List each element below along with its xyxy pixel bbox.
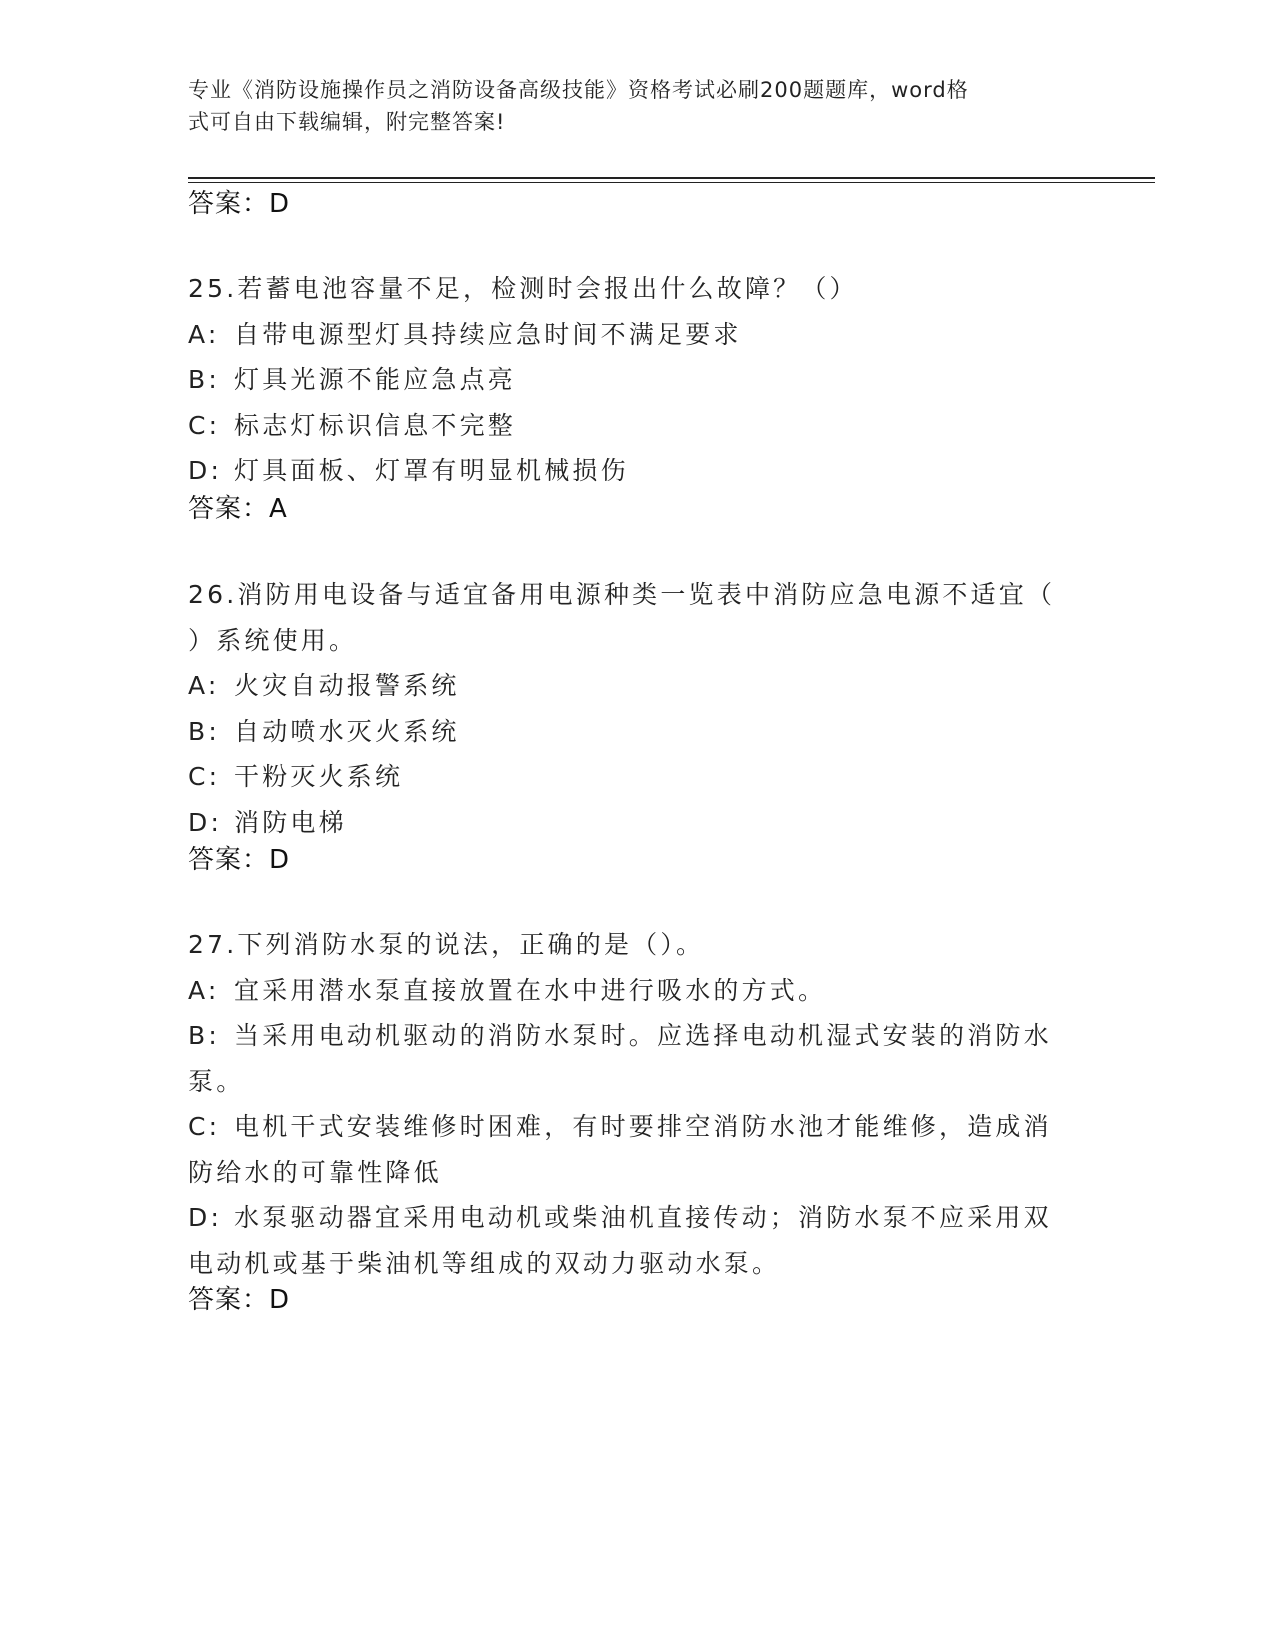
option-text: 宜采用潜水泵直接放置在水中进行吸水的方式。 <box>234 975 827 1005</box>
option-b <box>188 709 1078 755</box>
option-letter: A: <box>188 975 220 1005</box>
option-c <box>188 754 1078 800</box>
option-letter: B: <box>188 716 220 746</box>
option-d <box>188 448 1078 494</box>
question-stem-line-1: 26.消防用电设备与适宜备用电源种类一览表中消防应急电源不适宜（ <box>188 580 1056 609</box>
option-a <box>188 663 1078 709</box>
option-text: 灯具面板、灯罩有明显机械损伤 <box>234 456 629 485</box>
option-a <box>188 968 1078 1014</box>
option-b <box>188 357 1078 403</box>
question-stem-line-2: ）系统使用。 <box>188 625 358 655</box>
option-letter: A: <box>188 319 220 349</box>
option-letter: D: <box>188 1203 223 1232</box>
option-a <box>188 312 1078 358</box>
answer-prev: 答案：D <box>188 189 291 219</box>
option-letter: A: <box>188 671 220 700</box>
option-d <box>188 1195 1078 1286</box>
option-text: 干粉灭火系统 <box>234 762 404 791</box>
option-text-line-1: 电机干式安装维修时困难，有时要排空消防水池才能维修，造成消 <box>234 1112 1052 1141</box>
answer-27: 答案：D <box>188 1285 291 1315</box>
question-26 <box>188 572 1078 845</box>
option-text: 标志灯标识信息不完整 <box>234 410 517 440</box>
option-text: 自动喷水灭火系统 <box>234 716 460 746</box>
option-text: 灯具光源不能应急点亮 <box>234 365 517 394</box>
option-text: 火灾自动报警系统 <box>234 671 460 700</box>
header-divider-thick <box>188 177 1155 179</box>
option-b <box>188 1013 1078 1104</box>
option-letter: D: <box>188 456 223 485</box>
option-letter: C: <box>188 410 221 440</box>
option-text-line-2: 防给水的可靠性降低 <box>188 1157 442 1187</box>
option-d <box>188 800 1078 846</box>
option-letter: B: <box>188 365 220 394</box>
question-stem: 25.若蓄电池容量不足，检测时会报出什么故障？（） <box>188 274 858 303</box>
option-text-line-2: 电动机或基于柴油机等组成的双动力驱动水泵。 <box>188 1248 781 1278</box>
option-letter: C: <box>188 762 221 791</box>
option-letter: C: <box>188 1112 221 1141</box>
document-header <box>188 74 1078 138</box>
header-line-2: 式可自由下载编辑，附完整答案! <box>188 110 506 134</box>
option-text-line-1: 水泵驱动器宜采用电动机或柴油机直接传动；消防水泵不应采用双 <box>234 1203 1052 1232</box>
option-letter: B: <box>188 1021 220 1050</box>
option-text-line-1: 当采用电动机驱动的消防水泵时。应选择电动机湿式安装的消防水 <box>234 1021 1052 1050</box>
question-25 <box>188 266 1078 494</box>
header-divider-thin <box>188 182 1155 183</box>
option-text: 消防电梯 <box>234 807 347 837</box>
option-letter: D: <box>188 807 223 837</box>
question-stem: 27.下列消防水泵的说法，正确的是（）。 <box>188 930 705 959</box>
header-line-1: 专业《消防设施操作员之消防设备高级技能》资格考试必刷200题题库，word格 <box>188 78 969 102</box>
option-text: 自带电源型灯具持续应急时间不满足要求 <box>234 319 742 349</box>
option-c <box>188 1104 1078 1195</box>
option-c <box>188 403 1078 449</box>
option-text-line-2: 泵。 <box>188 1066 245 1096</box>
answer-26: 答案：D <box>188 845 291 875</box>
answer-25: 答案：A <box>188 494 288 524</box>
question-27 <box>188 922 1078 1286</box>
